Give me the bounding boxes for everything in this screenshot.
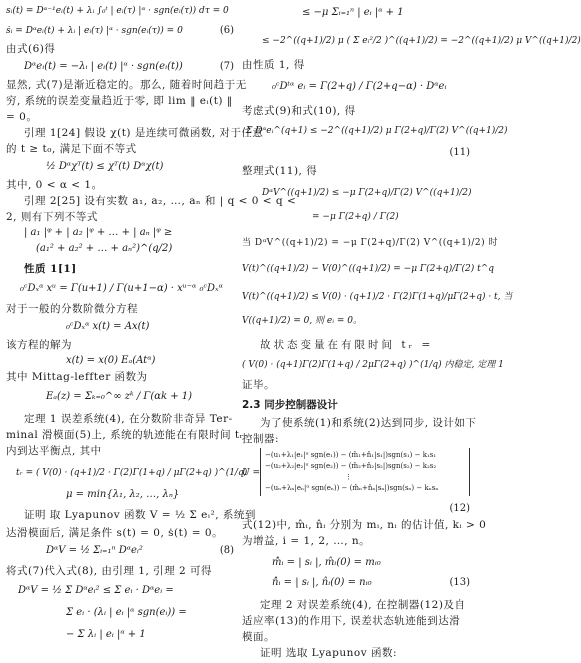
text-line: 2, 则有下列不等式	[6, 211, 98, 223]
eq-settling-final: ( V(0) · (q+1)Γ(2)Γ(1+q) / 2μΓ(2+q) )^(1/q) 内稳定, 定理 1	[242, 360, 504, 370]
text-line: 当 DᵅV^((q+1)/2) = −μ Γ(2+q)/Γ(2) V^((q+1)/2) 时	[242, 238, 498, 248]
property-1-heading: 性质 1[1]	[24, 263, 77, 275]
text-line: 为增益, i = 1, 2, …, n。	[242, 535, 371, 547]
eq-derivation-3: − Σ λᵢ | eᵢ |ᵅ + 1	[66, 629, 146, 640]
eq-11	[242, 124, 508, 138]
eq-6-number: (6)	[219, 25, 234, 36]
theorem-2-heading: 定理 2 对误差系统(4), 在控制器(12)及自	[260, 599, 466, 611]
text-line: 考虑式(9)和式(10), 得	[242, 105, 356, 117]
text-line: 由性质 1, 得	[242, 59, 305, 71]
lemma-1-heading: 引理 1[24] 假设 χ(t) 是连续可微函数, 对于任意	[24, 127, 264, 139]
eq-bound: V(t)^((q+1)/2) ≤ V(0) · (q+1)/2 · Γ(2)Γ(1+q)/μΓ(2+q) · t, 当	[242, 292, 513, 302]
text-line: 模面。	[242, 631, 275, 643]
matrix-row: −(u₁+λ₁|e₁|ᵅ sgn(e₁)) − (m̂₁+n̂₁|s₁|)sgn(s₁) − k₁s₁	[265, 451, 437, 459]
eq-settling-time: tᵣ = ( V(0) · (q+1)/2 · Γ(2)Γ(1+q) / μΓ(2+q) )^(1/q)	[16, 468, 248, 478]
text-line: 为了使系统(1)和系统(2)达到同步, 设计如下	[260, 417, 477, 429]
eq-7-body: Dᵅeᵢ(t) = −λᵢ | eᵢ(t) |ᵅ · sgn(eᵢ(t))	[24, 61, 183, 72]
text-line: 内到达平衡点, 其中	[6, 445, 102, 457]
eq-11-body: Σ Dᵅeᵢ^(q+1) ≤ −2^((q+1)/2) μ Γ(2+q)/Γ(2) V^((q+1)/2)	[246, 126, 508, 136]
right-column	[242, 0, 581, 663]
eq-12-number: (12)	[449, 503, 470, 514]
eq-zero: V((q+1)/2) = 0, 则 eᵢ = 0。	[242, 316, 363, 326]
text-line: minal 滑模面(5)上, 系统的轨迹能在有限时间 tᵣ	[6, 429, 244, 441]
text-line: 该方程的解为	[6, 339, 72, 351]
eq-8-number: (8)	[219, 545, 234, 556]
eq-13b	[242, 576, 470, 590]
eq-integrated: V(t)^((q+1)/2) − V(0)^((q+1)/2) = −μ Γ(2+q)/Γ(2) t^q	[242, 264, 495, 274]
text-line: 式(12)中, m̂ᵢ, n̂ᵢ 分别为 mᵢ, nᵢ 的估计值, kᵢ > 0	[242, 519, 487, 531]
text-line: 将式(7)代入式(8), 由引理 1, 引理 2 可得	[6, 565, 212, 577]
eq-sliding-surface: sᵢ(t) = Dᵅ⁻¹eᵢ(t) + λᵢ ∫₀ᵗ | eᵢ(τ) |ᵅ · sgn(eᵢ(τ)) dτ = 0	[6, 6, 229, 16]
eq-derivation-1: DᵅV = ½ Σ Dᵅeᵢ² ≤ Σ eᵢ · Dᵅeᵢ =	[18, 585, 174, 596]
text-line: 穷, 系统的误差变量趋近于零, 即 lim ‖ eᵢ(t) ‖	[6, 95, 233, 107]
eq-lemma-2a: | a₁ |ᵠ + | a₂ |ᵠ + … + | aₙ |ᵠ ≥	[24, 227, 173, 238]
matrix-row: −(uₙ+λₙ|eₙ|ᵅ sgn(eₙ)) − (m̂ₙ+n̂ₙ|sₙ|)sgn(sₙ) − kₙsₙ	[265, 484, 439, 492]
eq-13a: m̂̇ᵢ = | sᵢ |, m̂ᵢ(0) = mᵢ₀	[272, 557, 381, 568]
text-line: 控制器:	[242, 433, 280, 445]
proof-2-heading: 证明 选取 Lyapunov 函数:	[260, 647, 398, 659]
eq-mittag-leffler: Eₐ(z) = Σₖ₌₀^∞ zᵏ / Γ(αk + 1)	[46, 391, 193, 402]
eq-fde: ₀ᶜDₓᵅ x(t) = Ax(t)	[66, 321, 150, 332]
eq-8-body: DᵅV = ½ Σᵢ₌₁ⁿ Dᵅeᵢ²	[46, 545, 143, 556]
matrix-row: −(u₂+λ₂|e₂|ᵅ sgn(e₂)) − (m̂₂+n̂₂|s₂|)sgn(s₂) − k₂s₂	[265, 462, 437, 470]
eq-8	[6, 544, 234, 558]
eq-7	[6, 60, 234, 74]
eq-derivation-2: Σ eᵢ · (λᵢ | eᵢ |ᵅ sgn(eᵢ)) =	[66, 607, 187, 618]
text-line: 的 t ≥ t₀, 满足下面不等式	[6, 143, 137, 155]
eq-11-number: (11)	[449, 147, 470, 158]
eq-lemma-1: ½ Dᵅχᵀ(t) ≤ χᵀ(t) Dᵅχ(t)	[46, 161, 164, 172]
text-line: 对于一般的分数阶微分方程	[6, 303, 138, 315]
text-line: 故状态变量在有限时间 tᵣ =	[260, 339, 434, 351]
text-line: 整理式(11), 得	[242, 165, 318, 177]
text-line: = 0。	[6, 111, 38, 123]
eq-mu: μ = min{λ₁, λ₂, …, λₙ}	[66, 489, 180, 500]
text-line: 显然, 式(7)是渐近稳定的。那么, 随着时间趋于无	[6, 79, 247, 91]
lemma-2-heading: 引理 2[25] 设有实数 a₁, a₂, …, aₙ 和 | q < 0 < q <	[24, 195, 297, 207]
text-line: 达滑模面后, 满足条件 s(t) = 0, ṡ(t) = 0。	[6, 527, 224, 539]
text-line: 证毕。	[242, 379, 275, 391]
eq-lemma-2b: (a₁² + a₂² + … + aₙ²)^(q/2)	[36, 243, 173, 254]
eq-6	[6, 24, 234, 38]
text-line: 适应率(13)的作用下, 误差状态轨迹能到达滑	[242, 615, 461, 627]
eq-7-number: (7)	[219, 61, 234, 72]
eq-reduced-1: DᵅV^((q+1)/2) ≤ −μ Γ(2+q)/Γ(2) V^((q+1)/2)	[262, 188, 472, 198]
eq-ineq-2: ≤ −2^((q+1)/2) μ ( Σ eᵢ²/2 )^((q+1)/2) = −2^((q+1)/2) μ V^((q+1)/2)	[262, 36, 581, 46]
eq-ineq-1: ≤ −μ Σᵢ₌₁ⁿ | eᵢ |ᵅ + 1	[302, 7, 404, 18]
text-line: 其中 Mittag-leffter 函数为	[6, 371, 148, 383]
proof-heading: 证明 取 Lyapunov 函数 V = ½ Σ eᵢ², 系统到	[24, 509, 256, 521]
text-line: 由式(6)得	[6, 43, 56, 55]
eq-reduced-2: = −μ Γ(2+q) / Γ(2)	[312, 212, 399, 222]
section-heading: 2.3 同步控制器设计	[242, 399, 338, 411]
text-line: 其中, 0 < α < 1。	[6, 179, 103, 191]
theorem-1-heading: 定理 1 误差系统(4), 在分数阶非奇异 Ter-	[24, 413, 233, 425]
controller-matrix	[260, 448, 470, 496]
eq-solution: x(t) = x(0) Eₐ(Atᵅ)	[66, 355, 156, 366]
eq-12-lhs: U =	[242, 468, 260, 478]
eq-6-body: ṡᵢ = Dᵅeᵢ(t) + λᵢ | eᵢ(τ) |ᵅ · sgn(eᵢ(τ)) = 0	[6, 26, 183, 36]
matrix-row: ⋮	[345, 473, 352, 481]
eq-property-1: ₀ᶜDₓᵅ xᵘ = Γ(u+1) / Γ(u+1−α) · xᵘ⁻ᵅ ₀ᶜDₓᵅ	[20, 283, 223, 294]
eq-13b-body: n̂̇ᵢ = | sᵢ |, n̂ᵢ(0) = nᵢ₀	[272, 577, 372, 588]
eq-10: ₀ᶜDᵗᵅ eᵢ = Γ(2+q) / Γ(2+q−α) · Dᵅeᵢ	[272, 81, 447, 92]
eq-13-number: (13)	[449, 577, 470, 588]
